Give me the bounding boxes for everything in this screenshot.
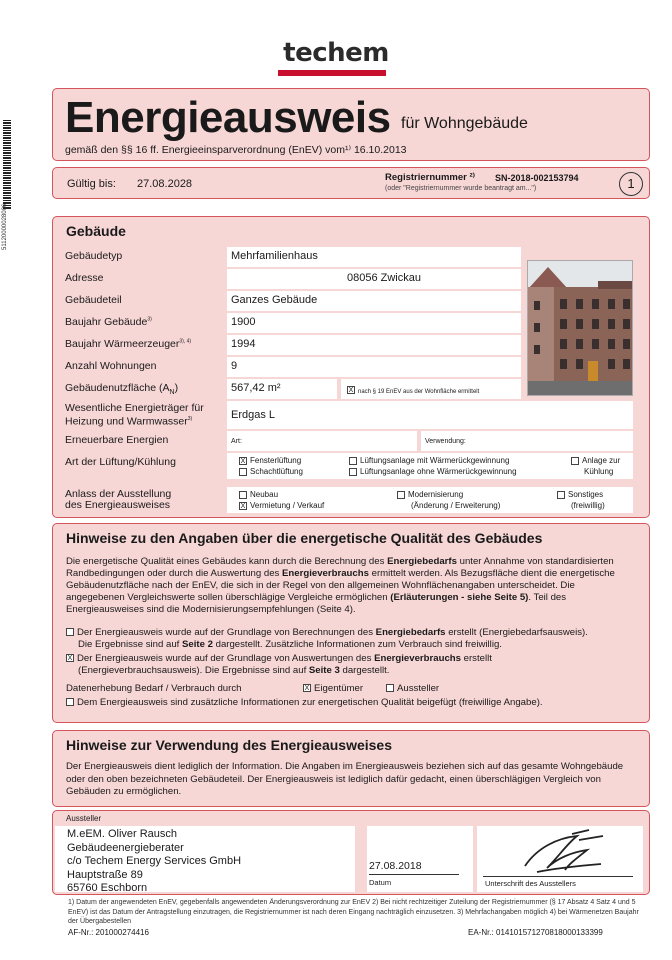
units-label: Anzahl Wohnungen	[65, 360, 157, 372]
address-value: 08056 Zwickau	[347, 272, 421, 284]
occasion-modernisation-2: (Änderung / Erweiterung)	[411, 501, 501, 510]
units-cell	[227, 357, 521, 377]
signature-image	[517, 828, 607, 878]
logo-text: techem	[283, 38, 389, 68]
building-photo	[527, 260, 633, 396]
data-issuer: Aussteller	[386, 683, 439, 695]
option-demand-2: Die Ergebnisse sind auf Seite 2 dargestellt. Zusätzliche Informationen zum Verbrauch sind freiwillig.	[78, 639, 502, 650]
valid-until-label: Gültig bis:	[67, 178, 116, 190]
page-number: 1	[619, 172, 643, 196]
building-part-value: Ganzes Gebäude	[231, 294, 318, 306]
year-building-value: 1900	[231, 316, 256, 328]
usage-text: Der Energieausweis dient lediglich der Information. Die Angaben im Energieausweis beziehen sich auf das gesamte Wohngebäude oder den oben bezeichneten Gebäudeteil. Der Energieausweis ist lediglich dafür gedacht, einen überschlägigen Vergleich von Gebäuden zu ermöglichen.	[66, 761, 624, 797]
building-part-label: Gebäudeteil	[65, 294, 122, 306]
issuer-line: 65760 Eschborn	[67, 882, 148, 894]
option-demand: Der Energieausweis wurde auf der Grundlage von Berechnungen des Energiebedarfs erstellt (Energiebedarfsausweis).	[66, 627, 588, 639]
footnotes: 1) Datum der angewendeten EnEV, gegebenfalls angewendeten Änderungsverordnung zur EnEV 2) Bei nicht rechtzeitiger Zuteilung der Registriernummer (§ 17 Absatz 4 Satz 4 und 5 EnEV) ist das Datum der Antragstellung einzutragen, die Registriernummer ist nach deren Eingang nachträglich einzusetzen. 3) Mehrfachangaben möglich 4) bei Wärmenetzen Baujahr der Übergabestellen	[68, 899, 639, 925]
data-collection-label: Datenerhebung Bedarf / Verbrauch durch	[66, 683, 242, 694]
renewable-label: Erneuerbare Energien	[65, 434, 169, 446]
option-consumption: X Der Energieausweis wurde auf der Grundlage von Auswertungen des Energieverbrauchs erstellt	[67, 653, 492, 664]
building-type-value: Mehrfamilienhaus	[231, 250, 318, 262]
usage-hints-section	[52, 730, 650, 807]
occasion-other-2: (freiwillig)	[571, 501, 605, 510]
address-label: Adresse	[65, 272, 104, 284]
signature-label: Unterschrift des Ausstellers	[485, 879, 576, 888]
occasion-modernisation: Modernisierung	[397, 490, 463, 499]
title-box	[52, 88, 650, 161]
address-cell	[227, 269, 521, 289]
units-value: 9	[231, 360, 238, 372]
issuer-line: M.eEM. Oliver Rausch	[67, 828, 178, 840]
issuer-line: Gebäudeenergieberater	[67, 841, 184, 854]
occasion-cell	[227, 487, 633, 513]
document-title: Energieausweis	[65, 93, 391, 142]
issuer-line: c/o Techem Energy Services GmbH	[67, 855, 242, 867]
area-note-cell	[341, 379, 521, 399]
barcode-bars	[3, 120, 11, 210]
signature-box	[477, 826, 643, 892]
quality-hints-section	[52, 523, 650, 723]
building-type-cell	[227, 247, 521, 267]
signature-line	[483, 876, 633, 877]
registration-label: Registriernummer ²⁾	[385, 172, 475, 183]
issuer-address	[55, 826, 355, 892]
side-barcode	[2, 120, 12, 250]
year-heater-value: 1994	[231, 338, 256, 350]
year-heater-label: Baujahr Wärmeerzeuger$^{3), 4)}$	[65, 338, 192, 350]
building-type-label: Gebäudetyp	[65, 250, 123, 262]
document-subtitle: für Wohngebäude	[401, 115, 528, 132]
issue-date: 27.08.2018	[369, 860, 422, 872]
ea-number: EA-Nr.: 014101571270818000133399	[468, 928, 603, 937]
issuer-label: Aussteller	[66, 814, 102, 823]
logo-underline	[278, 70, 386, 76]
side-code-number: 51120000028006	[2, 203, 8, 250]
energy-carrier-cell	[227, 401, 633, 429]
energy-carrier-value: Erdgas L	[231, 409, 276, 421]
area-label: Gebäudenutzfläche $(A_N)$	[65, 382, 179, 397]
option-consumption-2: (Energieverbrauchsausweis). Die Ergebnisse sind auf Seite 3 dargestellt.	[78, 665, 390, 676]
date-label: Datum	[369, 878, 392, 887]
area-checkbox: X	[348, 387, 354, 395]
date-box	[367, 826, 473, 892]
ventilation-cooling-2: Kühlung	[584, 467, 614, 476]
ventilation-without-recovery: Lüftungsanlage ohne Wärmerückgewinnung	[349, 467, 517, 476]
additional-info: Dem Energieausweis sind zusätzliche Informationen zur energetischen Qualität beigefügt (freiwillige Angabe).	[66, 697, 543, 709]
renewable-art-label: Art:	[231, 438, 242, 445]
area-note: nach § 19 EnEV aus der Wohnfläche ermittelt	[358, 389, 480, 395]
usage-title: Hinweise zur Verwendung des Energieausweises	[66, 737, 393, 753]
energy-carrier-label: Wesentliche Energieträger für Heizung und Warmwasser$^{3)}$	[65, 402, 204, 428]
registration-box	[52, 167, 650, 199]
year-building-label: Baujahr Gebäude$^{3)}$	[65, 316, 152, 328]
issuer-section	[52, 810, 650, 895]
ventilation-with-recovery: Lüftungsanlage mit Wärmerückgewinnung	[349, 456, 509, 465]
ventilation-shaft: Schachtlüftung	[239, 467, 303, 476]
occasion-rent-sale: X Vermietung / Verkauf	[240, 501, 325, 510]
renewable-use-cell	[421, 431, 633, 451]
area-cell	[227, 379, 337, 399]
ventilation-window: X Fensterlüftung	[240, 456, 302, 465]
occasion-other: Sonstiges	[557, 490, 603, 499]
ventilation-cooling: Anlage zur	[571, 456, 620, 465]
hints-paragraph: Die energetische Qualität eines Gebäudes kann durch die Berechnung des Energiebedarfs unter Annahme von standardisierten Randbedingungen oder durch die Auswertung des Energieverbrauchs ermittelt werden. Als Bezugsfläche dient die energetische Gebäudenutzfläche nach der EnEV, die sich in der Regel von den allgemeinen Wohnflächenangaben unterscheidet. Die angegebenen Vergleichswerte sollen überschlägige Vergleiche ermöglichen (Erläuterungen - siehe Seite 5). Teil des Energieausweises sind die Modernisierungsempfehlungen (Seite 4).	[66, 556, 615, 615]
building-part-cell	[227, 291, 521, 311]
data-owner: X Eigentümer	[304, 683, 364, 694]
issuer-line: Hauptstraße 89	[67, 868, 143, 881]
renewable-use-label: Verwendung:	[425, 438, 466, 445]
registration-note: (oder "Registriernummer wurde beantragt am...")	[385, 185, 537, 192]
registration-number: SN-2018-002153794	[495, 173, 579, 183]
area-value: 567,42 m²	[231, 382, 281, 394]
year-building-cell	[227, 313, 521, 333]
af-number: AF-Nr.: 201000274416	[68, 928, 149, 937]
occasion-label: Anlass der Ausstellung des Energieausweises	[65, 488, 172, 511]
renewable-art-cell	[227, 431, 417, 451]
occasion-new: Neubau	[239, 490, 278, 499]
valid-until-value: 27.08.2028	[137, 178, 193, 190]
building-title: Gebäude	[66, 223, 126, 239]
ventilation-label: Art der Lüftung/Kühlung	[65, 456, 176, 468]
ventilation-cell	[227, 453, 633, 479]
hints-title: Hinweise zu den Angaben über die energetische Qualität des Gebäudes	[66, 530, 543, 546]
year-heater-cell	[227, 335, 521, 355]
date-line	[369, 874, 459, 875]
techem-logo	[0, 38, 672, 68]
building-section	[52, 216, 650, 518]
law-reference: gemäß den §§ 16 ff. Energieeinsparverordnung (EnEV) vom¹⁾ 16.10.2013	[65, 144, 407, 156]
